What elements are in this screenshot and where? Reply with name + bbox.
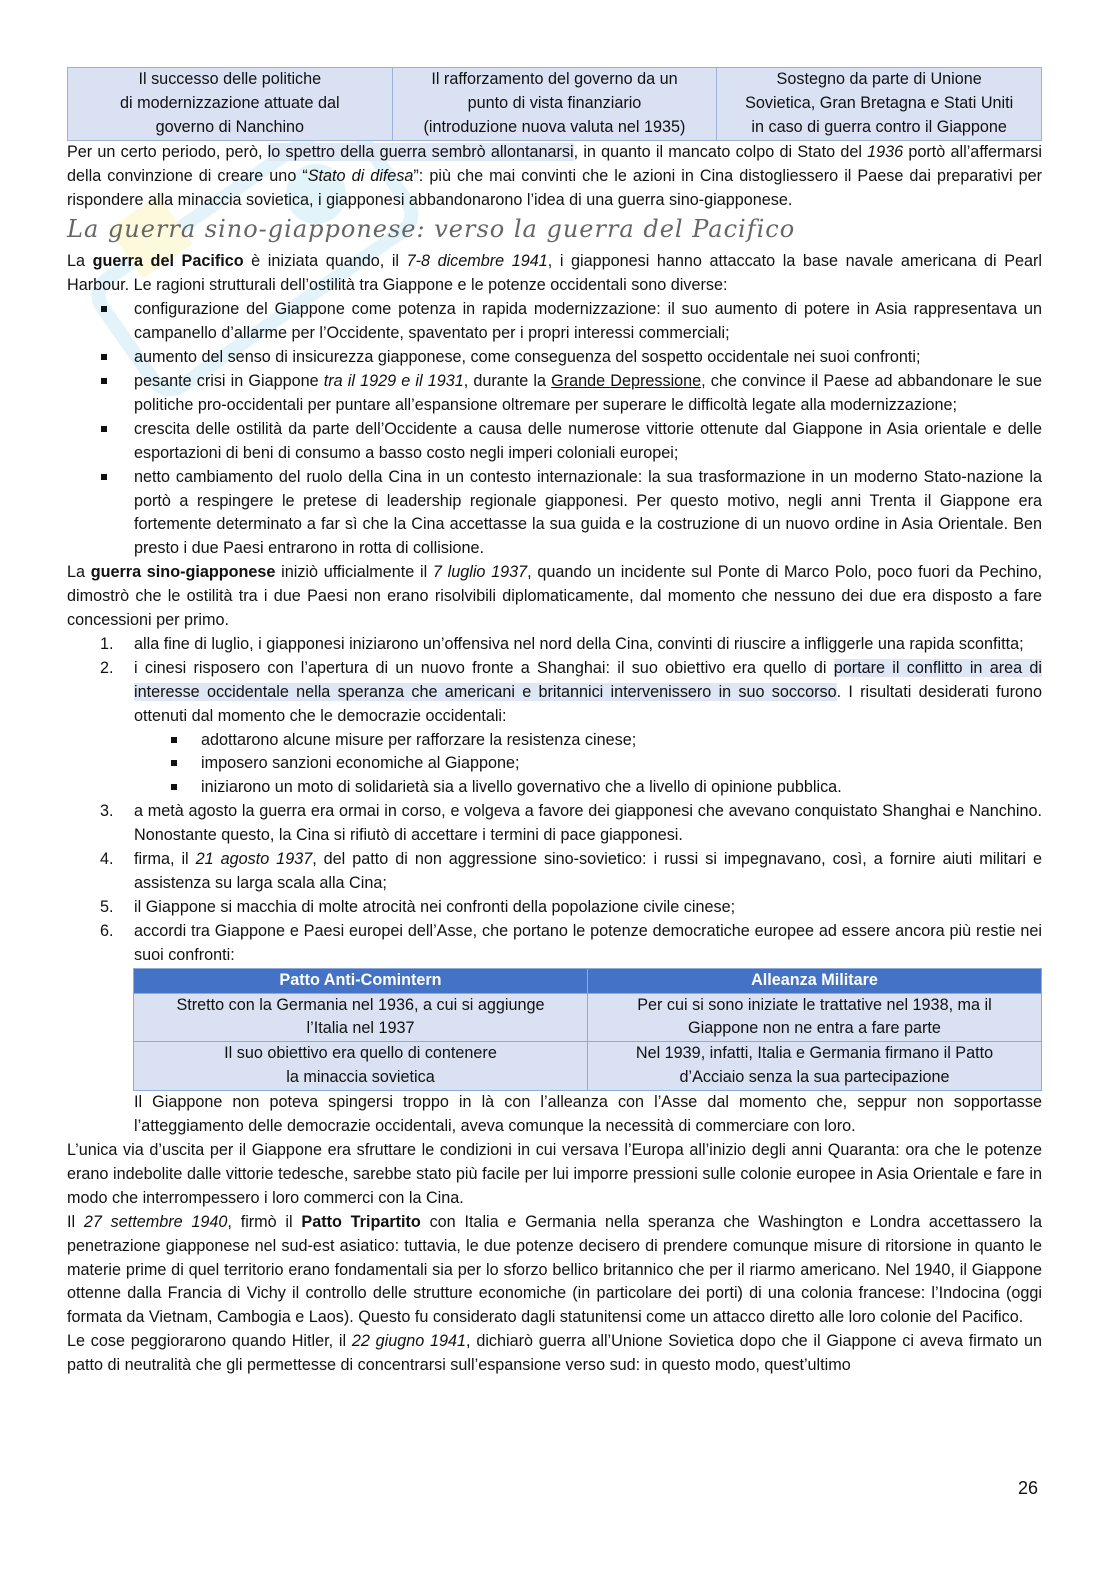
table-row: Stretto con la Germania nel 1936, a cui si aggiunge l’Italia nel 1937 Per cui si sono iniziate le trattative nel 1938, ma il Giappone non ne entra a fare parte [134,993,1042,1042]
grande-depressione-link[interactable]: Grande Depressione [551,371,702,390]
paragraph-stato-di-difesa: Per un certo periodo, però, lo spettro della guerra sembrò allontanarsi, in quanto il mancato colpo di Stato del 1936 portò all’affermarsi della convinzione di creare uno “Stato di difesa”: più che mai convinti che le azioni in Cina distogliessero il Paese dai preparativi per rispondere alla minaccia sovietica, i giapponesi abbandonarono l’idea di una guerra sino-giapponese. [67,142,1043,209]
list-item: crescita delle ostilità da parte dell’Occidente a causa delle numerose vittorie ottenute dal Giappone in Asia orientale e delle esportazioni di beni di consumo a basso costo negli imperi coloniali europei; [134,418,1042,466]
reasons-cell: Sostegno da parte di Unione Sovietica, Gran Bretagna e Stati Uniti in caso di guerra contro il Giappone [717,68,1042,141]
column-header: Patto Anti-Comintern [134,968,588,993]
list-item: 3. a metà agosto la guerra era ormai in corso, e volgeva a favore dei giapponesi che avevano conquistato Shanghai e Nanchino. Nonostante questo, la Cina si rifiutò di accettare i termini di pace giapponesi. [100,802,1042,845]
page-number: 26 [1018,1478,1039,1498]
reasons-table [67,67,1042,141]
list-item: iniziarono un moto di solidarietà sia a livello governativo che a livello di opinione pubblica. [201,776,1042,800]
page-content [67,67,1042,1378]
sub-list [134,729,1042,801]
list-item: 4. firma, il 21 agosto 1937, del patto di non aggressione sino-sovietico: i russi si impegnavano, così, a fornire aiuti militari e assistenza su larga scala alla Cina; [100,850,1042,892]
reasons-cell: Il successo delle politiche di modernizzazione attuate dal governo di Nanchino [68,68,393,141]
paragraph-pacific-war: La guerra del Pacifico è iniziata quando, il 7-8 dicembre 1941, i giapponesi hanno attaccato la base navale americana di Pearl Harbour. Le ragioni strutturali dell’ostilità tra Giappone e le potenze occidentali sono diverse: [67,252,1043,295]
paragraph-sino-japanese-war: La guerra sino-giapponese iniziò ufficialmente il 7 luglio 1937, quando un incidente sul Ponte di Marco Polo, poco fuori da Pechino, dimostrò che le ostilità tra i due Paesi non erano risolvibili diplomaticamente, dal momento che nessuno dei due era disposto a fare concessioni per primo. [67,563,1043,630]
list-item: aumento del senso di insicurezza giapponese, come conseguenza del sospetto occidentale nei suoi confronti; [134,346,1042,370]
list-item: configurazione del Giappone come potenza in rapida modernizzazione: il suo aumento di potere in Asia rappresentava un campanello d’allarme per l’Occidente, spaventato per i propri interessi commerciali; [134,298,1042,346]
table-row: Il suo obiettivo era quello di contenere la minaccia sovietica Nel 1939, infatti, Italia e Germania firmano il Patto d’Acciaio senza la sua partecipazione [134,1042,1042,1091]
causes-list [67,298,1042,561]
reasons-cell: Il rafforzamento del governo da un punto di vista finanziario (introduzione nuova valuta nel 1935) [392,68,717,141]
column-header: Alleanza Militare [588,968,1042,993]
list-item: imposero sanzioni economiche al Giappone; [201,752,1042,776]
paragraph-way-out: L’unica via d’uscita per il Giappone era sfruttare le condizioni in cui versava l’Europa all’inizio degli anni Quaranta: ora che le potenze erano indebolite dalle vittorie tedesche, sarebbe stato più facile per lui imporre pressioni sulle colonie europee in Asia Orientale e fare in modo che interrompessero i loro commerci con la Cina. [67,1140,1042,1207]
events-list [67,633,1042,968]
list-item: adottarono alcune misure per rafforzare la resistenza cinese; [201,729,1042,753]
list-item: 5. il Giappone si macchia di molte atrocità nei confronti della popolazione civile cinese; [100,897,736,916]
list-item: 2. i cinesi risposero con l’apertura di un nuovo fronte a Shanghai: il suo obiettivo era quello di portare il conflitto in area di interesse occidentale nella speranza che americani e britannici intervenissero in suo soccorso. I risultati desiderati furono ottenuti dal momento che le democrazie occidentali: adottarono alcune misure per rafforzare la resistenza cinese; imposero sanzioni economiche al Giappone; iniziarono un moto di solidarietà sia a livello governativo che a livello di opinione pubblica. [134,657,1042,800]
paragraph-axis-limits: Il Giappone non poteva spingersi troppo in là con l’alleanza con l’Asse dal momento che, seppur non sopportasse l’atteggiamento delle democrazie occidentali, aveva comunque la necessità di commerciare con loro. [134,1093,1042,1136]
paragraph-tripartite-pact: Il 27 settembre 1940, firmò il Patto Tripartito con Italia e Germania nella speranza che Washington e Londra accettassero la penetrazione giapponese nel sud-est asiatico: tuttavia, le due potenze decisero di prendere comunque misure di ritorsione in quanto le materie prime di quel territorio erano fondamentali sia per lo sforzo bellico britannico che per il riarmo americano. Nel 1940, il Giappone ottenne dalla Francia di Vichy il controllo delle strutture economiche (in particolare dei porti) di una colonia francese: l’Indocina (oggi formata da Vietnam, Cambogia e Laos). Questo fu considerato dagli statunitensi come un attacco diretto alle loro colonie del Pacifico. [67,1212,1042,1327]
paragraph-hitler-ussr: Le cose peggiorarono quando Hitler, il 22 giugno 1941, dichiarò guerra all’Unione Sovietica dopo che il Giappone ci aveva firmato un patto di neutralità che gli permettesse di concentrarsi sull’espansione verso sud: in questo modo, quest’ultimo [67,1332,1042,1375]
section-heading: La guerra sino-giapponese: verso la guerra del Pacifico [67,215,796,244]
list-item: pesante crisi in Giappone tra il 1929 e il 1931, durante la Grande Depressione, che convince il Paese ad abbandonare le sue politiche pro-occidentali per puntare all’espansione oltremare per superare le difficoltà legate alla modernizzazione; [134,370,1042,418]
list-item: 1. alla fine di luglio, i giapponesi iniziarono un’offensiva nel nord della Cina, convinti di riuscire a infliggerle una rapida sconfitta; [100,634,1024,653]
list-item: 6. accordi tra Giappone e Paesi europei dell’Asse, che portano le potenze democratiche europee ad essere ancora più restie nei suoi confronti: [100,921,1042,964]
list-item: netto cambiamento del ruolo della Cina in un contesto internazionale: la sua trasformazione in un moderno Stato-nazione la portò a respingere le pretese di leadership regionale giapponesi. Per questo motivo, negli anni Trenta il Giappone era fortemente determinato a far sì che la Cina accettasse la sua guida e la costruzione di un nuovo ordine in Asia Orientale. Ben presto i due Paesi entrarono in rotta di collisione. [134,466,1042,562]
alliances-table [133,968,1042,1092]
